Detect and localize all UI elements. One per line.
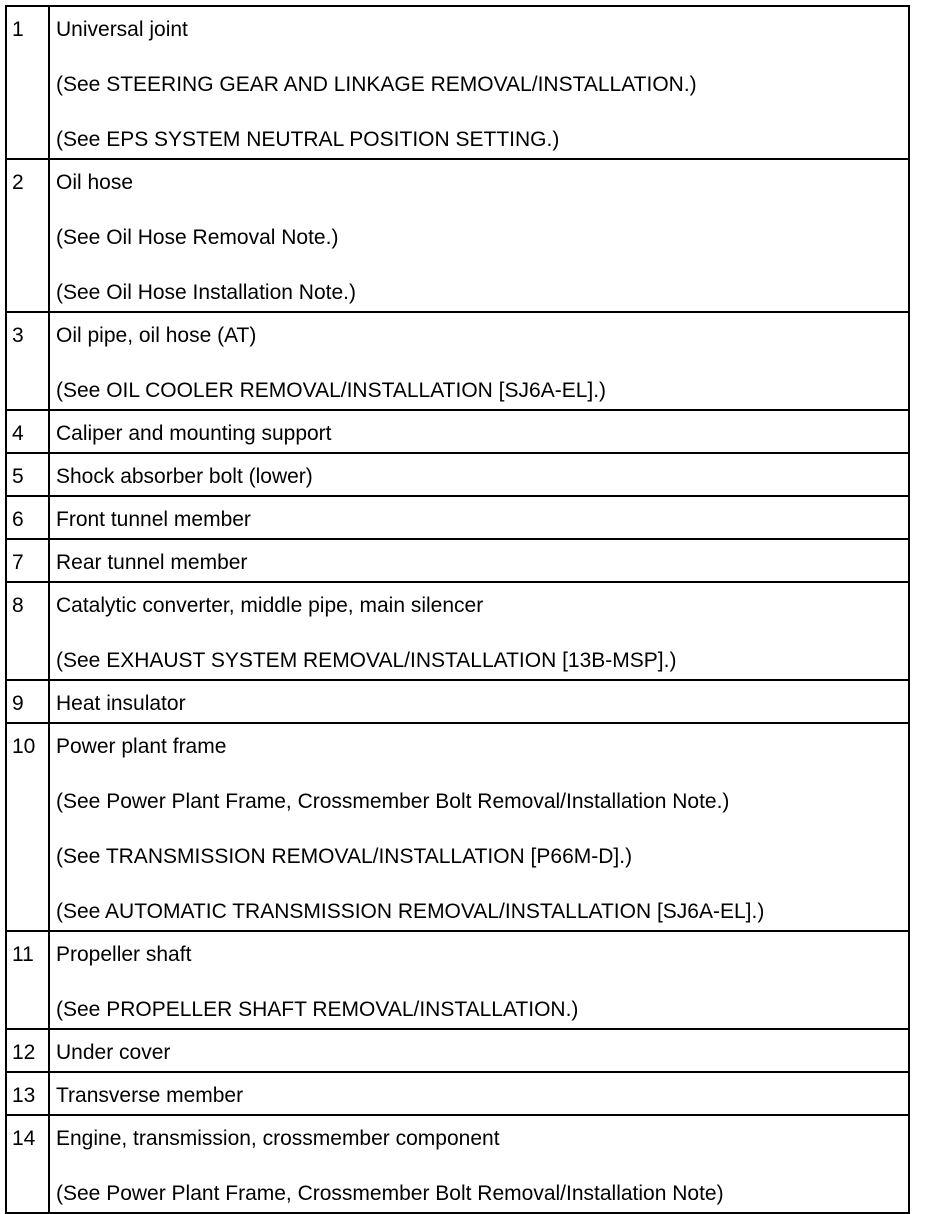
table-row <box>6 6 909 159</box>
item-number-cell <box>6 539 49 582</box>
item-reference-note: (See OIL COOLER REMOVAL/INSTALLATION [SJ6A-EL].) <box>56 379 607 402</box>
table-row <box>6 312 909 410</box>
item-description: Under cover <box>56 1041 171 1064</box>
item-reference-note: (See AUTOMATIC TRANSMISSION REMOVAL/INSTALLATION [SJ6A-EL].) <box>56 900 765 923</box>
item-reference-note: (See Power Plant Frame, Crossmember Bolt Removal/Installation Note.) <box>56 790 730 813</box>
item-description-cell <box>49 1115 909 1213</box>
item-reference-note: (See Oil Hose Installation Note.) <box>56 281 356 304</box>
table-row <box>6 453 909 496</box>
item-reference-note: (See STEERING GEAR AND LINKAGE REMOVAL/INSTALLATION.) <box>56 73 697 96</box>
item-number-cell <box>6 1029 49 1072</box>
item-description: Engine, transmission, crossmember component <box>56 1127 500 1150</box>
item-description-cell <box>49 312 909 410</box>
item-number: 10 <box>12 735 36 758</box>
table-row <box>6 159 909 312</box>
item-description-cell <box>49 582 909 680</box>
item-number: 11 <box>12 943 34 966</box>
table-row <box>6 539 909 582</box>
item-number-cell <box>6 723 49 931</box>
item-number-cell <box>6 1072 49 1115</box>
table-row <box>6 1029 909 1072</box>
item-description: Propeller shaft <box>56 943 192 966</box>
table-row <box>6 582 909 680</box>
item-description-cell <box>49 680 909 723</box>
table-body <box>6 6 909 1213</box>
item-number-cell <box>6 1115 49 1213</box>
item-number-cell <box>6 159 49 312</box>
item-description-cell <box>49 931 909 1029</box>
item-number: 9 <box>12 692 24 715</box>
item-description: Power plant frame <box>56 735 227 758</box>
item-number-cell <box>6 931 49 1029</box>
item-description: Front tunnel member <box>56 508 251 531</box>
item-description-cell <box>49 6 909 159</box>
item-number: 14 <box>12 1127 36 1150</box>
item-number-cell <box>6 582 49 680</box>
item-reference-note: (See PROPELLER SHAFT REMOVAL/INSTALLATION.) <box>56 998 579 1021</box>
item-number-cell <box>6 410 49 453</box>
item-number: 3 <box>12 324 24 347</box>
item-description: Oil pipe, oil hose (AT) <box>56 324 257 347</box>
table-row <box>6 1115 909 1213</box>
item-description-cell <box>49 410 909 453</box>
item-reference-note: (See EXHAUST SYSTEM REMOVAL/INSTALLATION [13B-MSP].) <box>56 649 677 672</box>
item-reference-note: (See Power Plant Frame, Crossmember Bolt Removal/Installation Note) <box>56 1182 724 1205</box>
item-description: Shock absorber bolt (lower) <box>56 465 313 488</box>
item-description-cell <box>49 539 909 582</box>
item-description: Catalytic converter, middle pipe, main silencer <box>56 594 484 617</box>
item-number-cell <box>6 496 49 539</box>
item-description-cell <box>49 1029 909 1072</box>
table-row <box>6 680 909 723</box>
item-number-cell <box>6 680 49 723</box>
item-description-cell <box>49 453 909 496</box>
table-row <box>6 410 909 453</box>
item-number: 8 <box>12 594 24 617</box>
item-description: Rear tunnel member <box>56 551 248 574</box>
table-row <box>6 1072 909 1115</box>
item-description: Caliper and mounting support <box>56 422 332 445</box>
procedure-table <box>5 5 910 1214</box>
item-description: Oil hose <box>56 171 134 194</box>
item-number-cell <box>6 6 49 159</box>
item-description-cell <box>49 1072 909 1115</box>
item-number: 2 <box>12 171 24 194</box>
item-number: 6 <box>12 508 24 531</box>
item-description: Transverse member <box>56 1084 244 1107</box>
table-row <box>6 723 909 931</box>
table-row <box>6 496 909 539</box>
item-description-cell <box>49 159 909 312</box>
item-number: 12 <box>12 1041 36 1064</box>
item-number: 7 <box>12 551 24 574</box>
item-description: Universal joint <box>56 18 188 41</box>
item-number-cell <box>6 453 49 496</box>
item-number: 4 <box>12 422 24 445</box>
item-description: Heat insulator <box>56 692 186 715</box>
item-description-cell <box>49 496 909 539</box>
item-number-cell <box>6 312 49 410</box>
item-number: 5 <box>12 465 24 488</box>
item-reference-note: (See TRANSMISSION REMOVAL/INSTALLATION [P66M-D].) <box>56 845 633 868</box>
item-reference-note: (See Oil Hose Removal Note.) <box>56 226 339 249</box>
table-row <box>6 931 909 1029</box>
item-description-cell <box>49 723 909 931</box>
item-number: 1 <box>12 18 24 41</box>
item-reference-note: (See EPS SYSTEM NEUTRAL POSITION SETTING.) <box>56 128 560 151</box>
item-number: 13 <box>12 1084 36 1107</box>
